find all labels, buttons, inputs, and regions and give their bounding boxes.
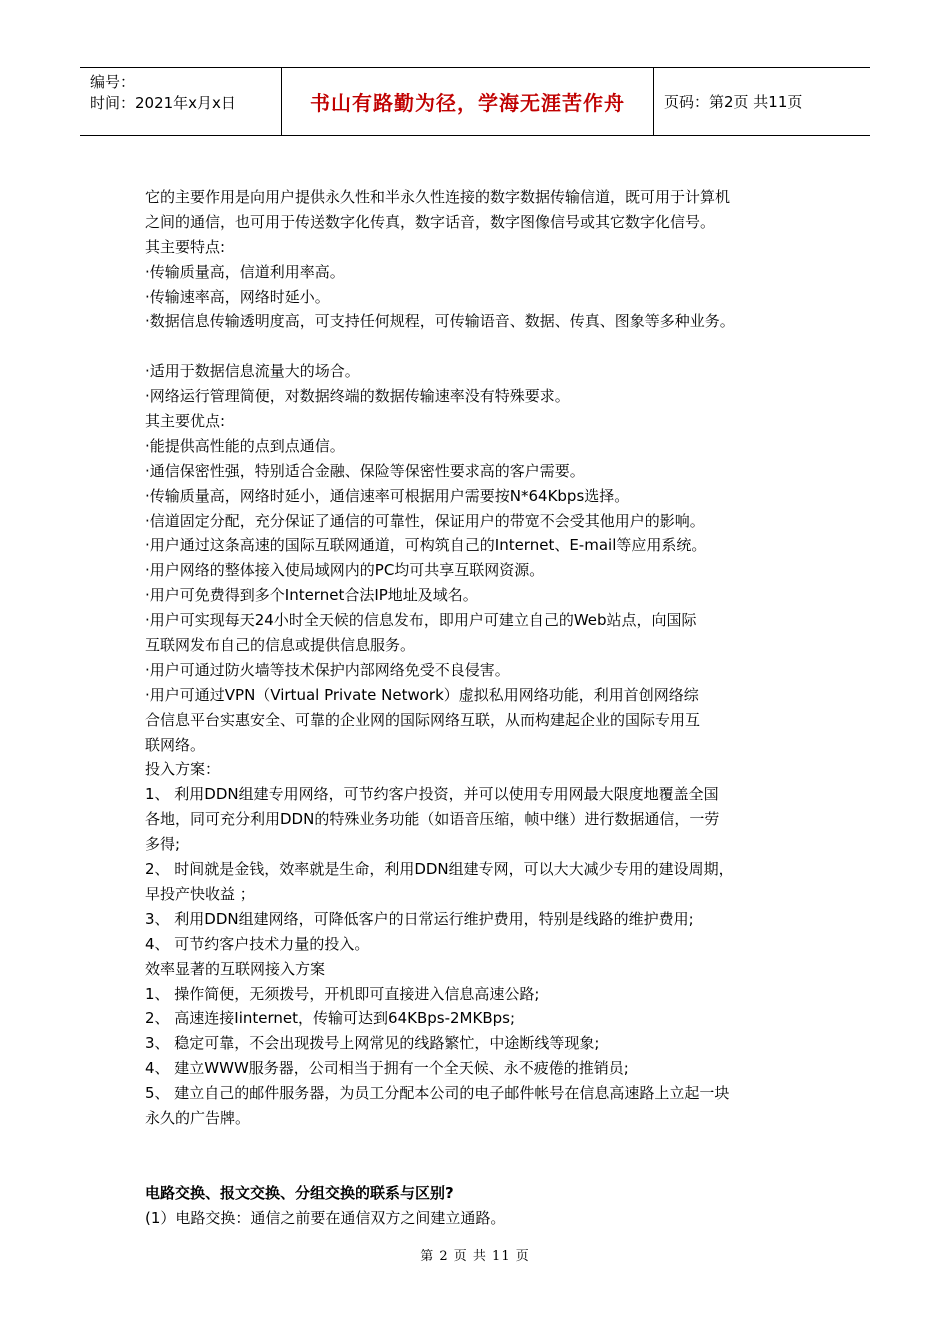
text-line: ·用户可免费得到多个Internet合法IP地址及域名。 bbox=[145, 586, 478, 605]
document-time-label: 时间：2021年x月x日 bbox=[90, 94, 236, 112]
header-page-cell bbox=[654, 68, 870, 135]
text-line: 多得; bbox=[145, 835, 181, 854]
text-line: ·数据信息传输透明度高，可支持任何规程，可传输语音、数据、传真、图象等多种业务。 bbox=[145, 312, 735, 331]
text-line: 早投产快收益 ； bbox=[145, 884, 255, 903]
text-line: 4、 建立WWW服务器，公司相当于拥有一个全天候、永不疲倦的推销员; bbox=[145, 1059, 629, 1078]
text-line: ·适用于数据信息流量大的场合。 bbox=[145, 362, 360, 381]
text-line: 4、 可节约客户技术力量的投入。 bbox=[145, 934, 370, 953]
header-meta bbox=[80, 68, 282, 135]
footer-page-number: 第 2 页 共 11 页 bbox=[420, 1249, 530, 1264]
body-text bbox=[145, 185, 825, 1131]
text-line: ·用户网络的整体接入使局域网内的PC均可共享互联网资源。 bbox=[145, 561, 545, 580]
answer-line: (1）电路交换：通信之前要在通信双方之间建立通路。 bbox=[145, 1208, 506, 1227]
text-line: ·用户可通过VPN（Virtual Private Network）虚拟私用网络功能，利用首创网络综 bbox=[145, 685, 699, 704]
text-line: ·传输质量高，网络时延小，通信速率可根据用户需要按N*64Kbps选择。 bbox=[145, 486, 630, 505]
text-line: ·传输质量高，信道利用率高。 bbox=[145, 262, 345, 281]
text-line: 永久的广告牌。 bbox=[145, 1108, 251, 1127]
text-line: 各地，同可充分利用DDN的特殊业务功能（如语音压缩，帧中继）进行数据通信，一劳 bbox=[145, 810, 720, 829]
text-line: 合信息平台实惠安全、可靠的企业网的国际网络互联，从而构建起企业的国际专用互 bbox=[145, 710, 701, 729]
text-line: 3、 稳定可靠，不会出现拨号上网常见的线路繁忙，中途断线等现象; bbox=[145, 1034, 600, 1053]
text-line: 它的主要作用是向用户提供永久性和半永久性连接的数字数据传输信道，既可用于计算机 bbox=[145, 188, 731, 206]
text-line: 其主要特点: bbox=[145, 237, 226, 256]
text-line: ·信道固定分配，充分保证了通信的可靠性，保证用户的带宽不会受其他用户的影响。 bbox=[145, 511, 705, 530]
section-gap bbox=[145, 1131, 825, 1181]
text-line: 互联网发布自己的信息或提供信息服务。 bbox=[145, 636, 416, 655]
text-line: ·用户可通过防火墙等技术保护内部网络免受不良侵害。 bbox=[145, 660, 510, 679]
text-line: 之间的通信，也可用于传送数字化传真，数字话音，数字图像信号或其它数字化信号。 bbox=[145, 212, 716, 231]
document-number-label: 编号： bbox=[90, 73, 136, 91]
text-line: 效率显著的互联网接入方案 bbox=[145, 959, 326, 978]
text-line: ·用户通过这条高速的国际互联网通道，可构筑自己的Internet、E-mail等应用系统。 bbox=[145, 536, 707, 555]
text-line: ·用户可实现每天24小时全天候的信息发布，即用户可建立自己的Web站点，向国际 bbox=[145, 611, 697, 630]
page-header bbox=[80, 67, 870, 136]
blank-line bbox=[145, 334, 825, 359]
text-line: 5、 建立自己的邮件服务器，为员工分配本公司的电子邮件帐号在信息高速路上立起一块 bbox=[145, 1084, 730, 1103]
text-line: ·能提供高性能的点到点通信。 bbox=[145, 436, 345, 455]
text-line: 1、 利用DDN组建专用网络，可节约客户投资，并可以使用专用网最大限度地覆盖全国 bbox=[145, 785, 719, 804]
document-body bbox=[145, 185, 825, 1230]
text-line: ·传输速率高，网络时延小。 bbox=[145, 287, 330, 306]
text-line: 其主要优点: bbox=[145, 412, 226, 431]
header-motto: 书山有路勤为径，学海无涯苦作舟 bbox=[310, 91, 625, 115]
text-line: 联网络。 bbox=[145, 735, 206, 754]
header-motto-cell bbox=[282, 68, 654, 135]
header-page-info: 页码：第2页 共11页 bbox=[664, 93, 803, 111]
text-line: 2、 时间就是金钱，效率就是生命，利用DDN组建专网，可以大大减少专用的建设周期， bbox=[145, 860, 734, 879]
text-line: 1、 操作简便，无须拨号，开机即可直接进入信息高速公路; bbox=[145, 984, 540, 1003]
page-footer bbox=[0, 1245, 950, 1264]
text-line: 3、 利用DDN组建网络，可降低客户的日常运行维护费用，特别是线路的维护费用; bbox=[145, 909, 694, 928]
text-line: ·网络运行管理简便，对数据终端的数据传输速率没有特殊要求。 bbox=[145, 387, 570, 406]
text-line: ·通信保密性强，特别适合金融、保险等保密性要求高的客户需要。 bbox=[145, 461, 585, 480]
text-line: 投入方案： bbox=[145, 760, 221, 779]
text-line: 2、 高速连接Iinternet，传输可达到64KBps-2MKBps; bbox=[145, 1009, 516, 1028]
section-question: 电路交换、报文交换、分组交换的联系与区别? bbox=[145, 1183, 454, 1202]
